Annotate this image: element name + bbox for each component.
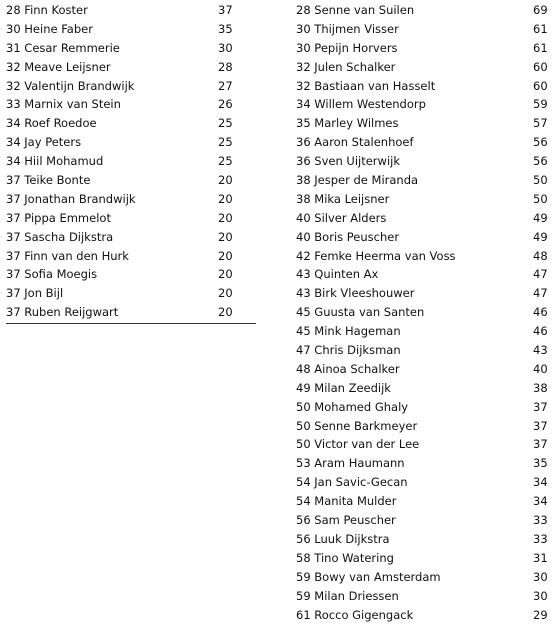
list-item bbox=[296, 492, 550, 511]
player-score: 30 bbox=[533, 569, 548, 584]
list-item bbox=[296, 247, 550, 266]
player-score: 31 bbox=[533, 550, 548, 565]
list-item bbox=[6, 95, 256, 114]
list-item bbox=[296, 606, 550, 625]
rank-and-player-name: 32 Bastiaan van Hasselt bbox=[296, 78, 436, 93]
list-item bbox=[296, 152, 550, 171]
player-score: 56 bbox=[533, 154, 548, 169]
player-score: 43 bbox=[533, 343, 548, 358]
rank-and-player-name: 32 Valentijn Brandwijk bbox=[6, 78, 135, 93]
player-score: 49 bbox=[533, 210, 548, 225]
list-item bbox=[296, 228, 550, 247]
player-score: 37 bbox=[533, 418, 548, 433]
rank-and-player-name: 58 Tino Watering bbox=[296, 550, 394, 565]
rank-and-player-name: 56 Luuk Dijkstra bbox=[296, 531, 390, 546]
list-item bbox=[6, 247, 256, 266]
rank-and-player-name: 34 Roef Roedoe bbox=[6, 116, 97, 131]
rank-and-player-name: 36 Sven Uijterwijk bbox=[296, 154, 400, 169]
rank-and-player-name: 38 Mika Leijsner bbox=[296, 191, 390, 206]
list-item bbox=[296, 568, 550, 587]
player-score: 28 bbox=[218, 59, 233, 74]
player-score: 20 bbox=[218, 210, 233, 225]
rank-and-player-name: 33 Marnix van Stein bbox=[6, 97, 121, 112]
player-score: 59 bbox=[533, 97, 548, 112]
rank-and-player-name: 49 Milan Zeedijk bbox=[296, 380, 391, 395]
player-score: 34 bbox=[533, 475, 548, 490]
rank-and-player-name: 37 Ruben Reijgwart bbox=[6, 305, 119, 320]
list-item bbox=[6, 303, 256, 322]
player-score: 57 bbox=[533, 116, 548, 131]
player-score: 25 bbox=[218, 135, 233, 150]
rank-and-player-name: 36 Aaron Stalenhoef bbox=[296, 135, 414, 150]
player-score: 25 bbox=[218, 154, 233, 169]
list-item bbox=[6, 39, 256, 58]
rank-and-player-name: 30 Pepijn Horvers bbox=[296, 40, 398, 55]
list-item bbox=[296, 322, 550, 341]
list-item bbox=[296, 95, 550, 114]
list-item bbox=[6, 152, 256, 171]
list-item bbox=[296, 360, 550, 379]
player-score: 69 bbox=[533, 3, 548, 17]
list-item bbox=[6, 284, 256, 303]
list-item bbox=[6, 114, 256, 133]
rank-and-player-name: 40 Boris Peuscher bbox=[296, 229, 400, 244]
list-item bbox=[296, 473, 550, 492]
rank-and-player-name: 34 Jay Peters bbox=[6, 135, 82, 150]
player-score: 61 bbox=[533, 21, 548, 36]
rank-and-player-name: 43 Birk Vleeshouwer bbox=[296, 286, 415, 301]
rank-and-player-name: 50 Victor van der Lee bbox=[296, 437, 420, 452]
rank-and-player-name: 54 Jan Savic-Gecan bbox=[296, 475, 408, 490]
rank-and-player-name: 50 Senne Barkmeyer bbox=[296, 418, 418, 433]
player-score: 27 bbox=[218, 78, 233, 93]
player-score: 40 bbox=[533, 361, 548, 376]
rank-and-player-name: 56 Sam Peuscher bbox=[296, 513, 396, 528]
list-item bbox=[296, 77, 550, 96]
player-score: 46 bbox=[533, 324, 548, 339]
rank-and-player-name: 32 Meave Leijsner bbox=[6, 59, 111, 74]
list-item bbox=[6, 265, 256, 284]
rank-and-player-name: 31 Cesar Remmerie bbox=[6, 40, 120, 55]
player-score: 60 bbox=[533, 59, 548, 74]
player-score: 20 bbox=[218, 229, 233, 244]
player-score: 48 bbox=[533, 248, 548, 263]
player-score: 20 bbox=[218, 173, 233, 188]
list-item bbox=[296, 549, 550, 568]
list-item bbox=[6, 58, 256, 77]
player-score: 33 bbox=[533, 531, 548, 546]
player-score: 47 bbox=[533, 267, 548, 282]
player-score: 35 bbox=[218, 21, 233, 36]
list-item bbox=[296, 530, 550, 549]
player-score: 35 bbox=[533, 456, 548, 471]
rank-and-player-name: 34 Willem Westendorp bbox=[296, 97, 426, 112]
list-item bbox=[296, 58, 550, 77]
player-score: 34 bbox=[533, 494, 548, 509]
list-item bbox=[296, 171, 550, 190]
right-ranking-list bbox=[296, 1, 550, 624]
rank-and-player-name: 37 Pippa Emmelot bbox=[6, 210, 111, 225]
player-score: 20 bbox=[218, 305, 233, 320]
rank-and-player-name: 28 Finn Koster bbox=[6, 3, 88, 17]
list-item bbox=[6, 209, 256, 228]
rank-and-player-name: 28 Senne van Suilen bbox=[296, 3, 415, 17]
list-item bbox=[296, 587, 550, 606]
player-score: 20 bbox=[218, 248, 233, 263]
player-score: 50 bbox=[533, 191, 548, 206]
list-item bbox=[296, 20, 550, 39]
rank-and-player-name: 50 Mohamed Ghaly bbox=[296, 399, 409, 414]
rank-and-player-name: 59 Bowy van Amsterdam bbox=[296, 569, 441, 584]
player-score: 30 bbox=[533, 588, 548, 603]
list-item bbox=[6, 77, 256, 96]
player-score: 30 bbox=[218, 40, 233, 55]
rank-and-player-name: 42 Femke Heerma van Voss bbox=[296, 248, 456, 263]
player-score: 37 bbox=[533, 399, 548, 414]
rank-and-player-name: 34 Hiil Mohamud bbox=[6, 154, 104, 169]
list-item bbox=[296, 39, 550, 58]
player-score: 29 bbox=[533, 607, 548, 622]
rank-and-player-name: 37 Finn van den Hurk bbox=[6, 248, 129, 263]
rank-and-player-name: 35 Marley Wilmes bbox=[296, 116, 399, 131]
player-score: 20 bbox=[218, 286, 233, 301]
rank-and-player-name: 61 Rocco Gigengack bbox=[296, 607, 414, 622]
player-score: 38 bbox=[533, 380, 548, 395]
player-score: 61 bbox=[533, 40, 548, 55]
player-score: 33 bbox=[533, 513, 548, 528]
player-score: 20 bbox=[218, 191, 233, 206]
rank-and-player-name: 45 Guusta van Santen bbox=[296, 305, 425, 320]
list-item bbox=[296, 379, 550, 398]
player-score: 49 bbox=[533, 229, 548, 244]
list-item bbox=[296, 454, 550, 473]
list-item bbox=[6, 20, 256, 39]
player-score: 60 bbox=[533, 78, 548, 93]
list-item bbox=[296, 284, 550, 303]
rank-and-player-name: 40 Silver Alders bbox=[296, 210, 387, 225]
list-item bbox=[296, 341, 550, 360]
rank-and-player-name: 43 Quinten Ax bbox=[296, 267, 379, 282]
list-item bbox=[6, 133, 256, 152]
player-score: 56 bbox=[533, 135, 548, 150]
list-item bbox=[6, 190, 256, 209]
list-item bbox=[296, 209, 550, 228]
list-item bbox=[296, 133, 550, 152]
left-ranking-list bbox=[6, 1, 256, 324]
list-item bbox=[296, 435, 550, 454]
rank-and-player-name: 54 Manita Mulder bbox=[296, 494, 397, 509]
rank-and-player-name: 30 Heine Faber bbox=[6, 21, 93, 36]
player-score: 47 bbox=[533, 286, 548, 301]
player-score: 37 bbox=[533, 437, 548, 452]
rank-and-player-name: 32 Julen Schalker bbox=[296, 59, 396, 74]
player-score: 46 bbox=[533, 305, 548, 320]
rank-and-player-name: 37 Sascha Dijkstra bbox=[6, 229, 114, 244]
list-item bbox=[296, 303, 550, 322]
list-item bbox=[296, 511, 550, 530]
player-score: 37 bbox=[218, 3, 233, 17]
list-item bbox=[296, 398, 550, 417]
list-item bbox=[296, 417, 550, 436]
list-item bbox=[296, 1, 550, 20]
rank-and-player-name: 47 Chris Dijksman bbox=[296, 343, 401, 358]
list-item bbox=[6, 171, 256, 190]
rank-and-player-name: 38 Jesper de Miranda bbox=[296, 173, 419, 188]
list-item bbox=[296, 190, 550, 209]
rank-and-player-name: 59 Milan Driessen bbox=[296, 588, 399, 603]
rank-and-player-name: 45 Mink Hageman bbox=[296, 324, 401, 339]
rank-and-player-name: 37 Jonathan Brandwijk bbox=[6, 191, 136, 206]
rank-and-player-name: 37 Jon Bijl bbox=[6, 286, 64, 301]
rank-and-player-name: 37 Teike Bonte bbox=[6, 173, 91, 188]
rank-and-player-name: 30 Thijmen Visser bbox=[296, 21, 399, 36]
list-item bbox=[296, 265, 550, 284]
list-item bbox=[6, 1, 256, 20]
player-score: 20 bbox=[218, 267, 233, 282]
rank-and-player-name: 48 Ainoa Schalker bbox=[296, 361, 400, 376]
player-score: 26 bbox=[218, 97, 233, 112]
list-item bbox=[296, 114, 550, 133]
player-score: 25 bbox=[218, 116, 233, 131]
player-score: 50 bbox=[533, 173, 548, 188]
rank-and-player-name: 53 Aram Haumann bbox=[296, 456, 405, 471]
list-item bbox=[6, 228, 256, 247]
rank-and-player-name: 37 Sofia Moegis bbox=[6, 267, 98, 282]
